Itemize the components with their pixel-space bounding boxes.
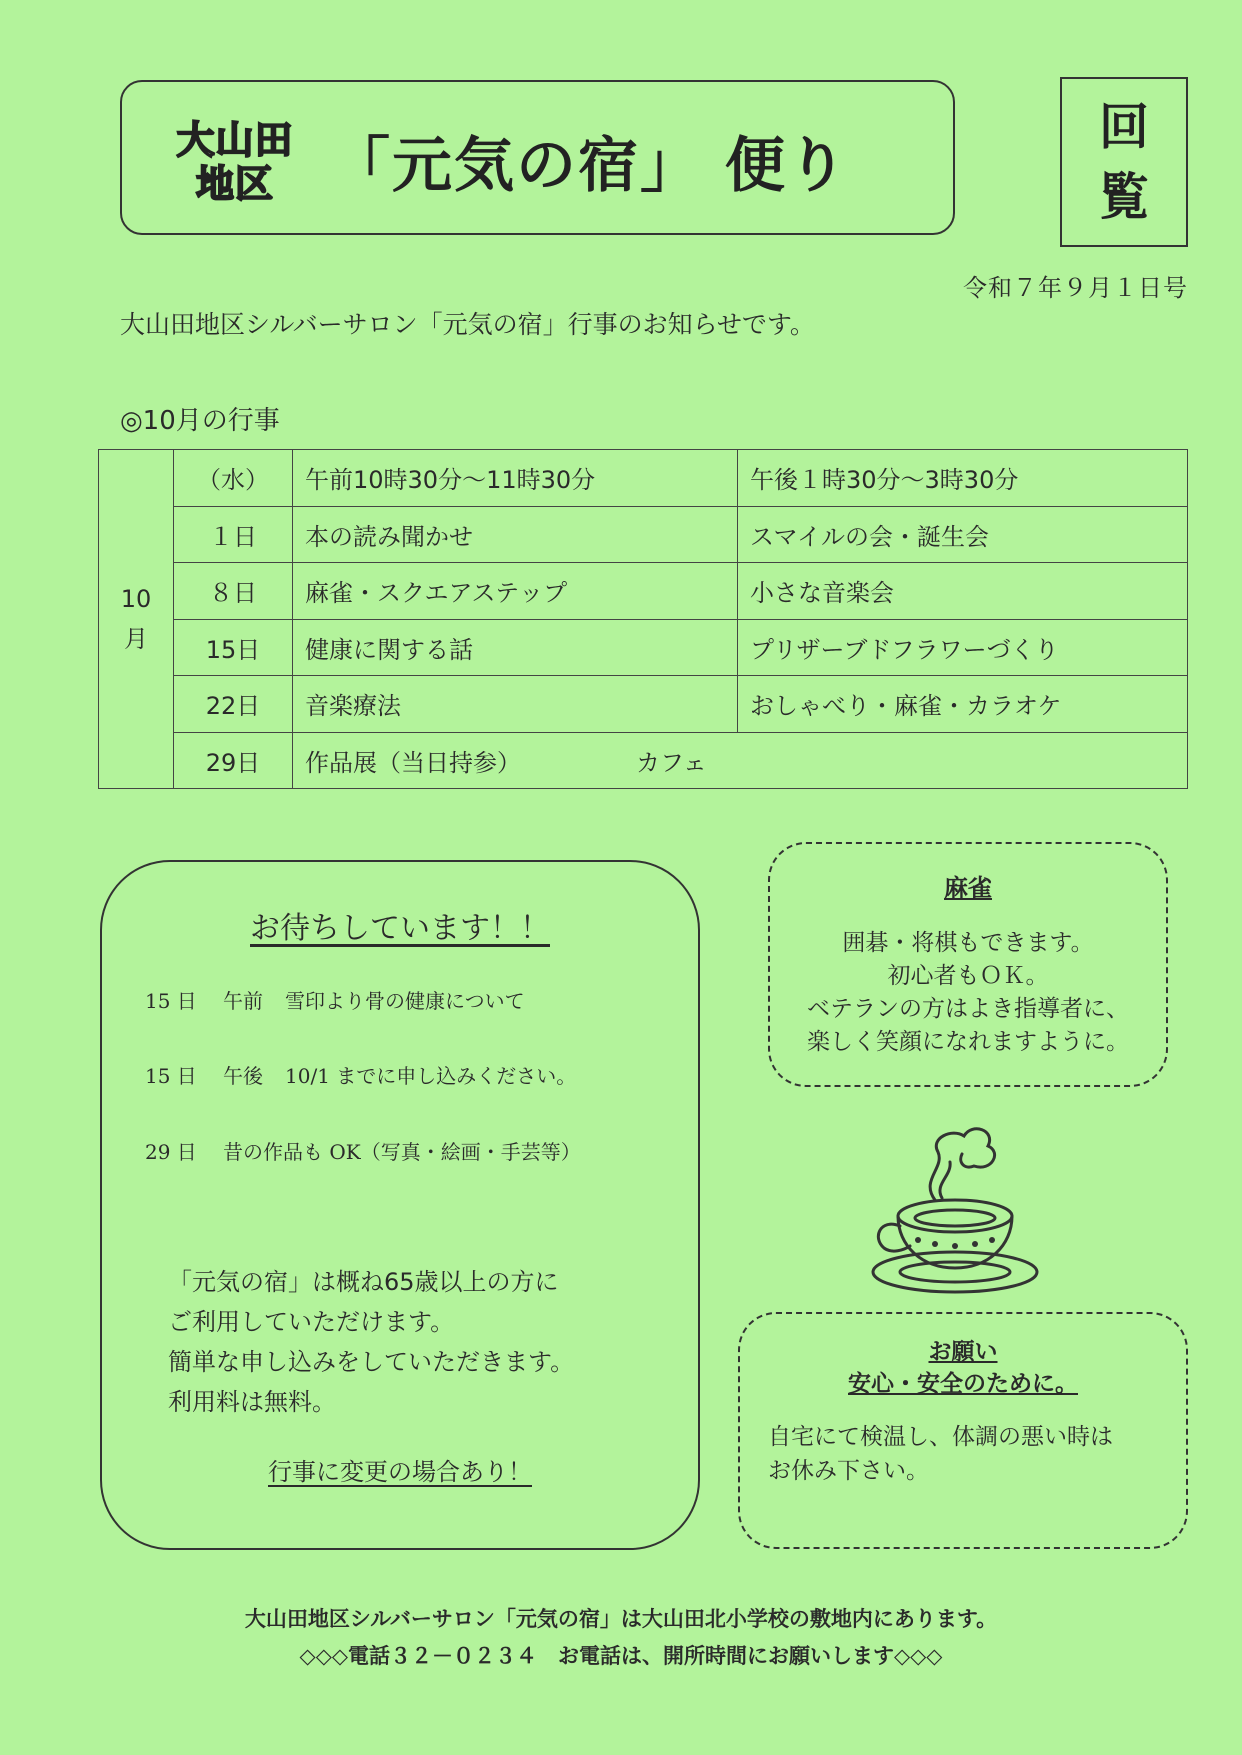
district-line-1: 大山田 <box>176 118 294 162</box>
request-line: 自宅にて検温し、体調の悪い時は <box>768 1424 1113 1450</box>
request-text <box>768 1420 1186 1488</box>
note-part: 午後 <box>223 1064 263 1088</box>
combined-event <box>293 732 1188 789</box>
am-event: 音楽療法 <box>293 676 738 733</box>
paragraph-line: 利用料は無料。 <box>168 1388 336 1416</box>
schedule-table <box>98 449 1188 789</box>
event-day: 29日 <box>174 732 293 789</box>
table-row <box>99 676 1188 733</box>
table-row <box>99 619 1188 676</box>
month-unit: 月 <box>124 625 148 653</box>
table-header-row <box>99 450 1188 507</box>
request-heading: お願い <box>928 1339 998 1365</box>
mahjong-line: ベテランの方はよき指導者に、 <box>807 996 1129 1022</box>
change-notice <box>100 1452 700 1487</box>
mahjong-line: 楽しく笑顔になれますように。 <box>807 1029 1129 1055</box>
note-text: 10/1 までに申し込みください。 <box>285 1064 577 1088</box>
note-day: 15 日 <box>145 1064 197 1088</box>
eligibility-paragraph <box>168 1262 574 1422</box>
circulate-char-1: 回 <box>1099 98 1149 156</box>
note-text: 雪印より骨の健康について <box>285 989 525 1013</box>
request-line: お休み下さい。 <box>768 1458 929 1484</box>
note-day: 15 日 <box>145 989 197 1013</box>
circulate-char-2: 覧 <box>1099 168 1149 226</box>
welcome-title <box>100 903 700 947</box>
pm-time-header: 午後１時30分～3時30分 <box>738 450 1188 507</box>
event-day: 22日 <box>174 676 293 733</box>
table-row <box>99 563 1188 620</box>
paragraph-line: 「元気の宿」は概ね65歳以上の方に <box>168 1268 559 1296</box>
event-day: 15日 <box>174 619 293 676</box>
change-notice-text: 行事に変更の場合あり！ <box>268 1458 532 1486</box>
request-subheading: 安心・安全のために。 <box>848 1371 1078 1397</box>
section-title: ◎10月の行事 <box>120 406 280 436</box>
am-event: 健康に関する話 <box>293 619 738 676</box>
footer-phone: ◇◇◇電話３２－０２３４ お電話は、開所時間にお願いします◇◇◇ <box>299 1644 943 1668</box>
district-name <box>165 118 305 206</box>
am-event: 作品展（当日持参） <box>305 748 521 777</box>
pm-event: スマイルの会・誕生会 <box>738 506 1188 563</box>
paragraph-line: ご利用していただけます。 <box>168 1308 455 1336</box>
table-row <box>99 506 1188 563</box>
am-time-header: 午前10時30分～11時30分 <box>293 450 738 507</box>
pm-event: 小さな音楽会 <box>738 563 1188 620</box>
welcome-title-text: お待ちしています！！ <box>250 911 550 946</box>
note-item <box>145 1060 576 1089</box>
pm-event: カフェ <box>636 748 707 777</box>
note-day: 29 日 <box>145 1140 197 1164</box>
pm-event: おしゃべり・麻雀・カラオケ <box>738 676 1188 733</box>
district-line-2: 地区 <box>195 162 274 206</box>
welcome-box <box>100 860 700 1550</box>
month-cell <box>99 450 174 789</box>
table-row <box>99 732 1188 789</box>
issue-date: 令和７年９月１日号 <box>963 274 1188 302</box>
note-item <box>145 1136 581 1165</box>
event-day: １日 <box>174 506 293 563</box>
mahjong-text <box>770 927 1166 1059</box>
weekday-header: （水） <box>174 450 293 507</box>
footer-location: 大山田地区シルバーサロン「元気の宿」は大山田北小学校の敷地内にあります。 <box>244 1607 998 1631</box>
am-event: 麻雀・スクエアステップ <box>293 563 738 620</box>
month-number: 10 <box>120 585 152 613</box>
request-box <box>738 1312 1188 1549</box>
note-text: 昔の作品も OK（写真・絵画・手芸等） <box>223 1140 581 1164</box>
pm-event: プリザーブドフラワーづくり <box>738 619 1188 676</box>
note-part: 午前 <box>223 989 263 1013</box>
coffee-cup-icon <box>860 1100 1040 1300</box>
mahjong-title: 麻雀 <box>944 874 992 902</box>
mahjong-box <box>768 842 1168 1087</box>
circulate-stamp <box>1060 77 1188 247</box>
mahjong-line: 囲碁・将棋もできます。 <box>842 930 1094 956</box>
intro-text: 大山田地区シルバーサロン「元気の宿」行事のお知らせです。 <box>120 310 815 339</box>
paragraph-line: 簡単な申し込みをしていただきます。 <box>168 1348 575 1376</box>
event-day: ８日 <box>174 563 293 620</box>
am-event: 本の読み聞かせ <box>293 506 738 563</box>
request-title <box>740 1336 1186 1400</box>
note-item <box>145 985 525 1014</box>
mahjong-line: 初心者もＯＫ。 <box>887 963 1049 989</box>
newsletter-title: 「元気の宿」 便り <box>330 131 849 201</box>
